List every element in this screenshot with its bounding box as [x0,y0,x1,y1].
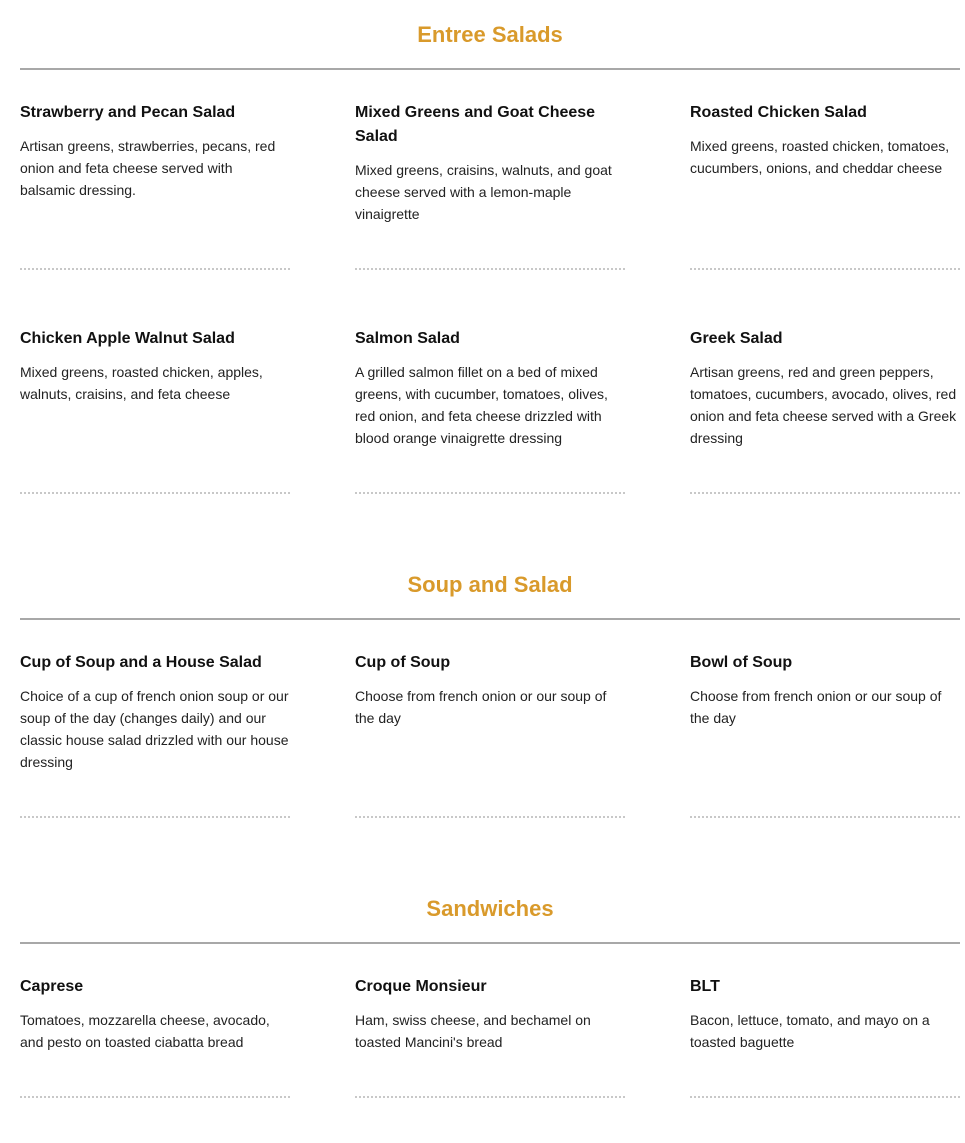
section-title: Soup and Salad [407,572,573,597]
item-name: Cup of Soup and a House Salad [20,654,262,671]
menu-item [690,975,960,1053]
dotted-divider [690,268,960,270]
item-description: Choice of a cup of french onion soup or our soup of the day (changes daily) and our classic house salad drizzled with our house dressing [20,688,289,770]
menu-item [20,327,290,405]
section-divider [20,618,960,620]
item-description: Ham, swiss cheese, and bechamel on toasted Mancini's bread [355,1012,591,1050]
dotted-divider [20,268,290,270]
dotted-divider [690,816,960,818]
item-description: Tomatoes, mozzarella cheese, avocado, and pesto on toasted ciabatta bread [20,1012,270,1050]
item-description: Mixed greens, roasted chicken, tomatoes, cucumbers, onions, and cheddar cheese [690,138,950,176]
menu-item [690,327,960,449]
menu-item [690,651,960,729]
dotted-divider [690,492,960,494]
menu-item [20,975,290,1053]
dotted-divider [355,1096,625,1098]
item-name: Cup of Soup [355,654,451,671]
item-description: Bacon, lettuce, tomato, and mayo on a toasted baguette [690,1012,930,1050]
item-description: Mixed greens, roasted chicken, apples, walnuts, craisins, and feta cheese [20,364,263,402]
section-divider [20,68,960,70]
item-name: Salmon Salad [355,330,460,347]
menu-item [355,651,625,729]
item-name: BLT [690,978,720,995]
item-description: Artisan greens, red and green peppers, tomatoes, cucumbers, avocado, olives, red onion and feta cheese served with a Greek dressing [690,364,957,446]
item-description: A grilled salmon fillet on a bed of mixed greens, with cucumber, tomatoes, olives, red onion, and feta cheese drizzled with blood orange vinaigrette dressing [355,364,608,446]
menu-item [355,327,625,449]
item-name: Croque Monsieur [355,978,487,995]
dotted-divider [355,492,625,494]
menu-item [20,101,290,201]
dotted-divider [20,1096,290,1098]
dotted-divider [690,1096,960,1098]
section-title: Sandwiches [426,896,554,921]
dotted-divider [20,816,290,818]
item-description: Artisan greens, strawberries, pecans, red onion and feta cheese served with balsamic dressing. [20,138,276,198]
menu-item [355,975,625,1053]
section-title: Entree Salads [417,22,563,47]
menu-item [355,101,625,225]
item-description: Choose from french onion or our soup of the day [355,688,607,726]
item-description: Mixed greens, craisins, walnuts, and goat cheese served with a lemon-maple vinaigrette [355,162,612,222]
item-name: Chicken Apple Walnut Salad [20,330,235,347]
section-divider [20,942,960,944]
dotted-divider [355,816,625,818]
item-name: Caprese [20,978,84,995]
item-name: Mixed Greens and Goat Cheese Salad [355,104,596,145]
menu-item [20,651,290,773]
item-description: Choose from french onion or our soup of the day [690,688,942,726]
item-name: Strawberry and Pecan Salad [20,104,236,121]
dotted-divider [20,492,290,494]
item-name: Bowl of Soup [690,654,793,671]
menu-item [690,101,960,179]
item-name: Greek Salad [690,330,783,347]
dotted-divider [355,268,625,270]
item-name: Roasted Chicken Salad [690,104,867,121]
